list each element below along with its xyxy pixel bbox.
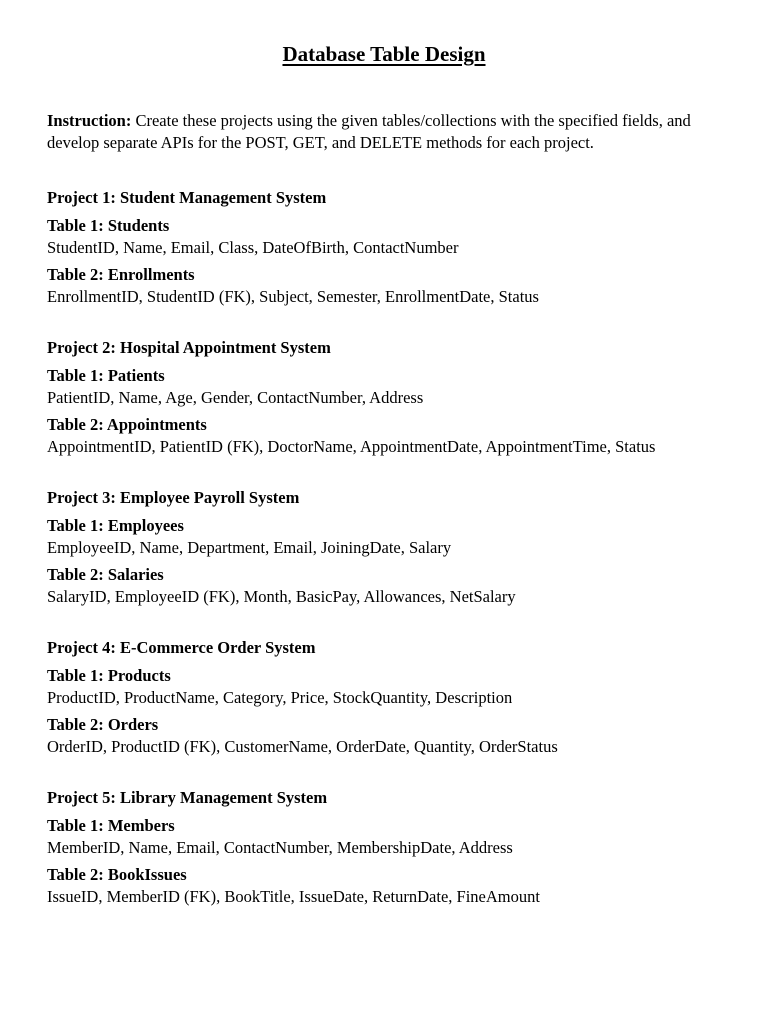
project-section <box>47 337 737 458</box>
table-block <box>47 815 737 859</box>
table-fields: IssueID, MemberID (FK), BookTitle, IssueDate, ReturnDate, FineAmount <box>47 887 540 906</box>
project-section <box>47 787 737 908</box>
project-section <box>47 187 737 308</box>
table-block <box>47 365 737 409</box>
project-title: Project 1: Student Management System <box>47 188 327 207</box>
table-name: Table 2: Appointments <box>47 415 207 434</box>
table-block <box>47 564 737 608</box>
table-fields: SalaryID, EmployeeID (FK), Month, BasicPay, Allowances, NetSalary <box>47 587 516 606</box>
table-name: Table 2: BookIssues <box>47 865 187 884</box>
table-fields: EnrollmentID, StudentID (FK), Subject, Semester, EnrollmentDate, Status <box>47 287 539 306</box>
table-name: Table 2: Enrollments <box>47 265 195 284</box>
table-fields: OrderID, ProductID (FK), CustomerName, OrderDate, Quantity, OrderStatus <box>47 737 558 756</box>
table-fields: AppointmentID, PatientID (FK), DoctorName, AppointmentDate, AppointmentTime, Status <box>47 437 656 456</box>
instruction-text: Create these projects using the given tables/collections with the specified fields, and develop separate APIs for the POST, GET, and DELETE methods for each project. <box>47 111 691 152</box>
table-fields: EmployeeID, Name, Department, Email, JoiningDate, Salary <box>47 538 452 557</box>
table-fields: StudentID, Name, Email, Class, DateOfBirth, ContactNumber <box>47 238 459 257</box>
table-name: Table 1: Students <box>47 216 170 235</box>
table-fields: ProductID, ProductName, Category, Price, StockQuantity, Description <box>47 688 513 707</box>
table-block <box>47 515 737 559</box>
table-block <box>47 665 737 709</box>
project-title: Project 4: E-Commerce Order System <box>47 638 316 657</box>
table-block <box>47 215 737 259</box>
instruction-paragraph <box>47 110 727 154</box>
table-block <box>47 864 737 908</box>
table-block <box>47 714 737 758</box>
project-section <box>47 637 737 758</box>
table-block <box>47 264 737 308</box>
table-name: Table 1: Patients <box>47 366 165 385</box>
project-title: Project 5: Library Management System <box>47 788 328 807</box>
table-block <box>47 414 737 458</box>
project-section <box>47 487 737 608</box>
table-name: Table 1: Employees <box>47 516 184 535</box>
table-name: Table 2: Orders <box>47 715 159 734</box>
project-title: Project 2: Hospital Appointment System <box>47 338 331 357</box>
table-fields: MemberID, Name, Email, ContactNumber, MembershipDate, Address <box>47 838 513 857</box>
project-list <box>47 187 737 937</box>
project-title: Project 3: Employee Payroll System <box>47 488 300 507</box>
table-fields: PatientID, Name, Age, Gender, ContactNumber, Address <box>47 388 424 407</box>
table-name: Table 1: Products <box>47 666 171 685</box>
table-name: Table 1: Members <box>47 816 175 835</box>
table-name: Table 2: Salaries <box>47 565 164 584</box>
page-title: Database Table Design <box>282 42 486 66</box>
instruction-label: Instruction: <box>47 111 132 130</box>
